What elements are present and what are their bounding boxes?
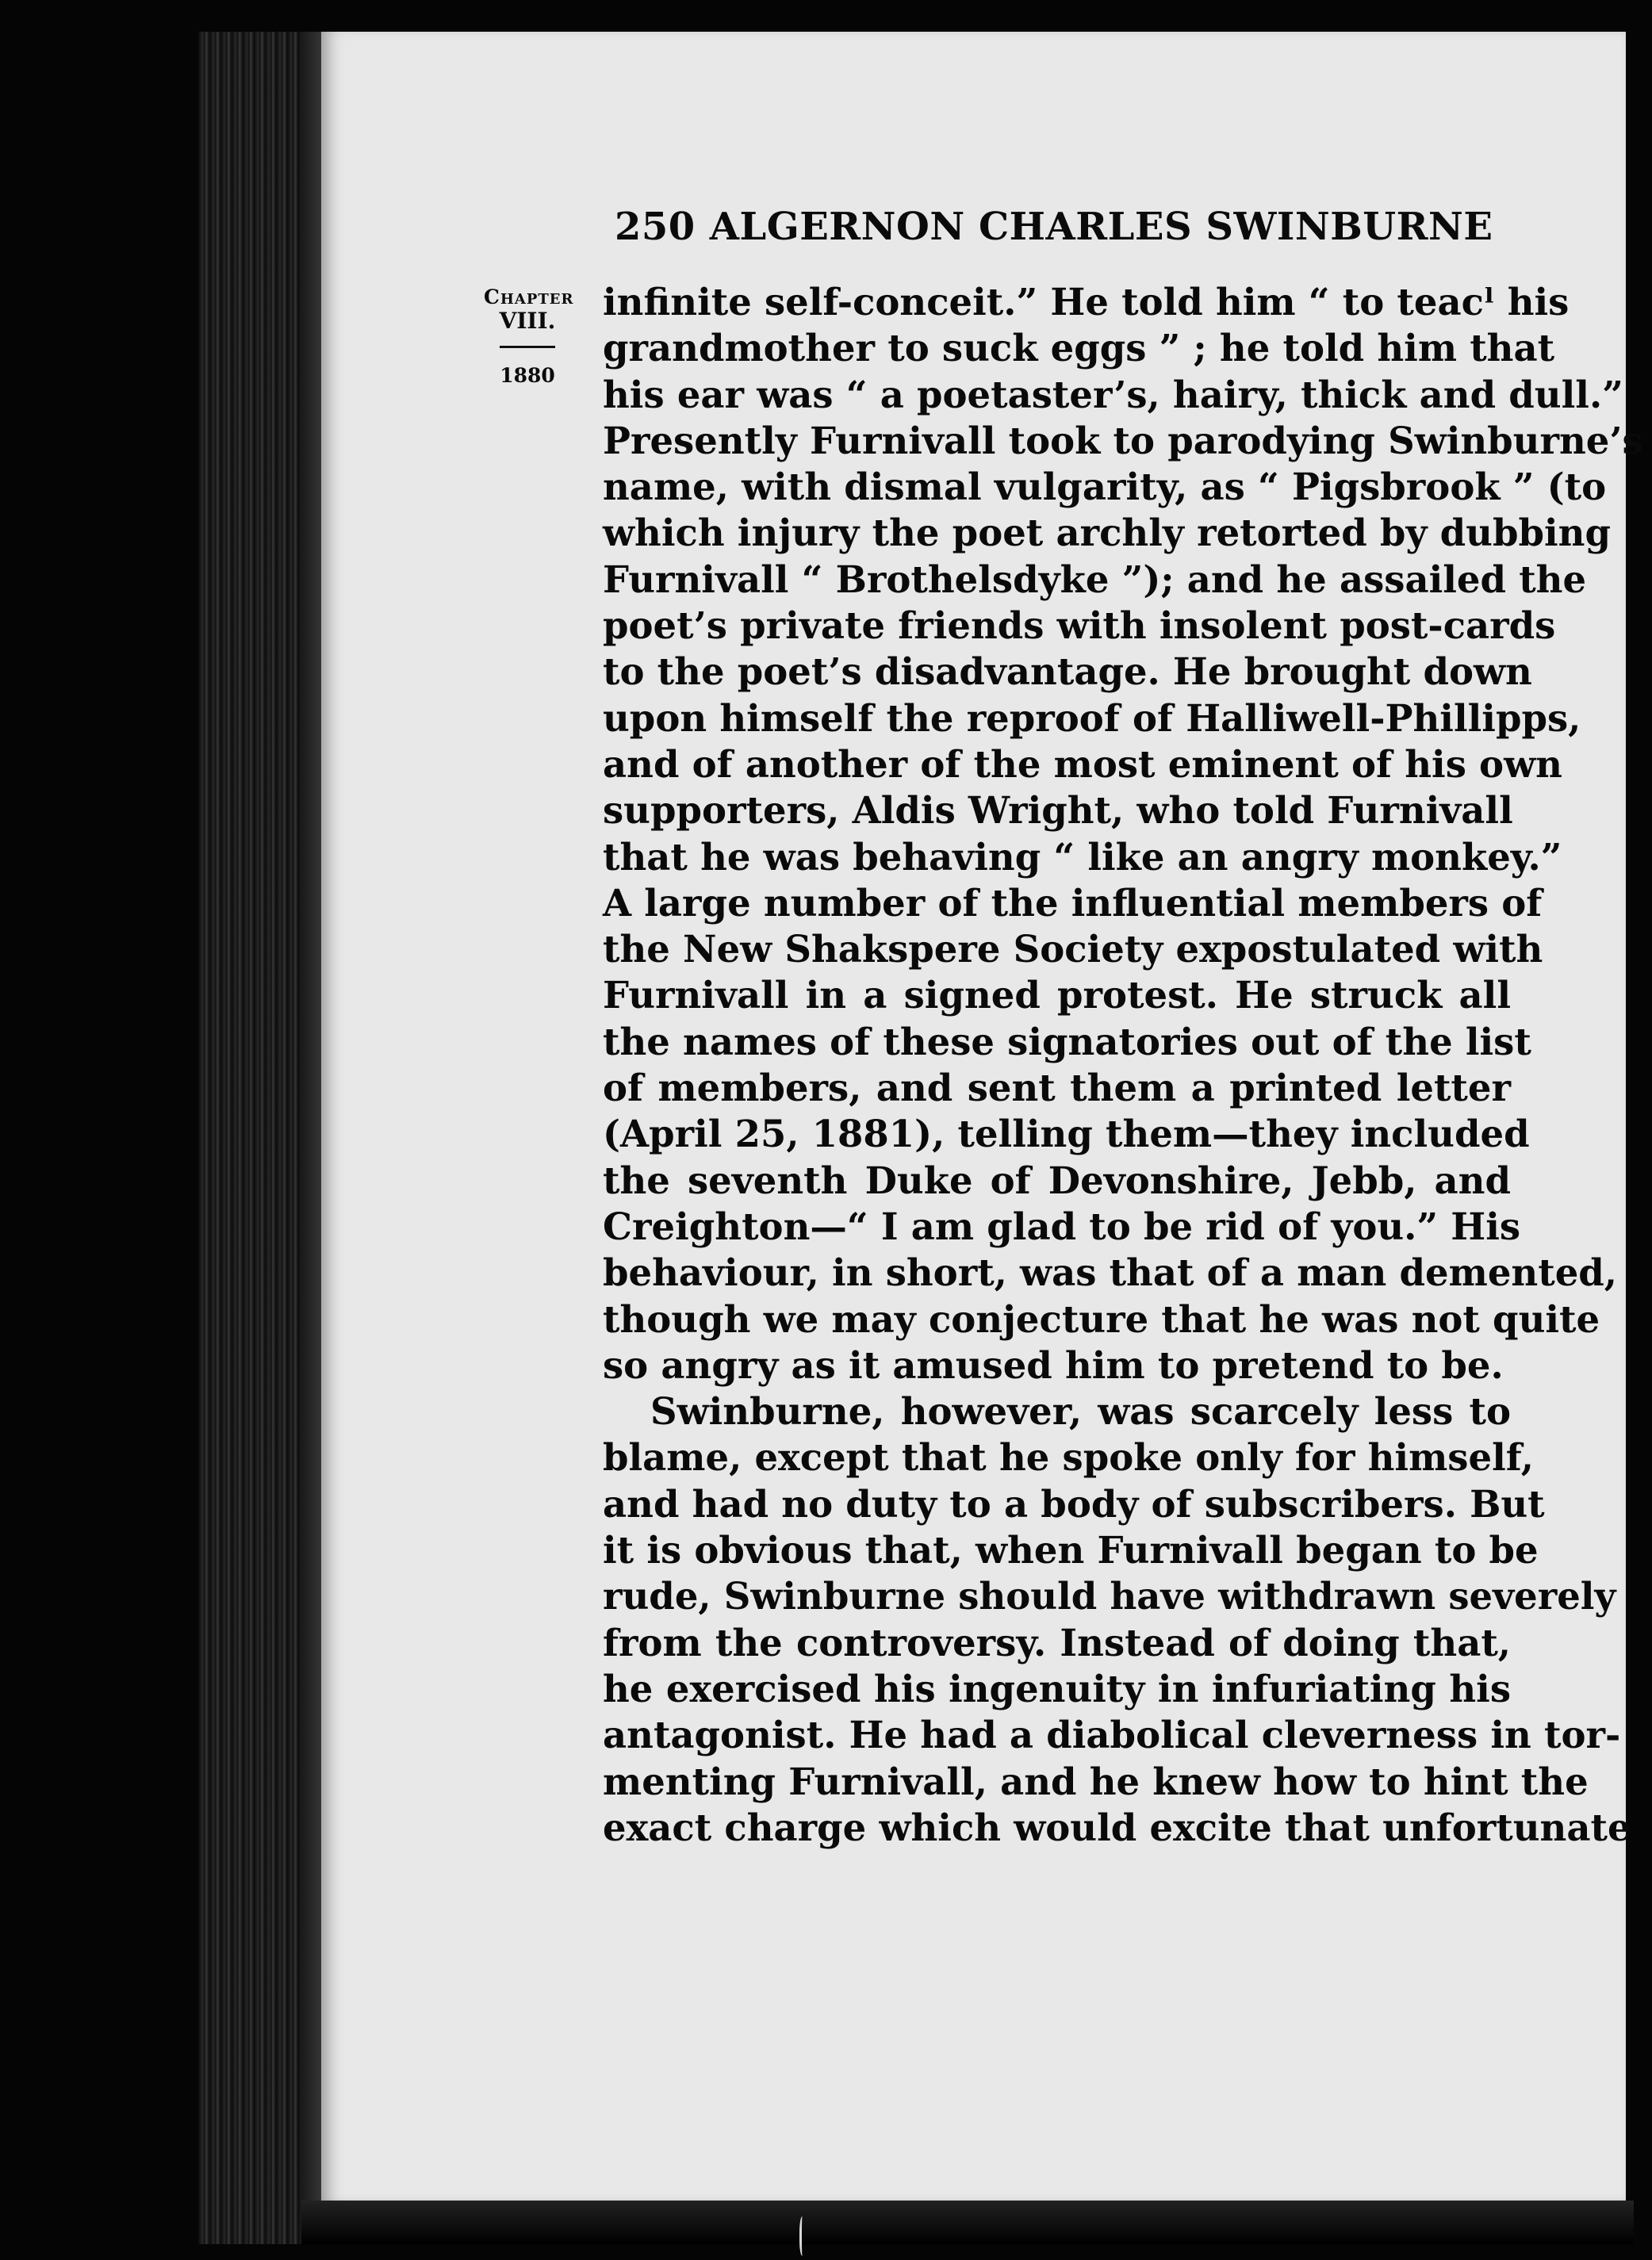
- chapter-number: VIII.: [499, 308, 556, 334]
- text-line: it is obvious that, when Furnivall began to be: [603, 1528, 1539, 1572]
- margin-year: 1880: [500, 364, 555, 387]
- text-line: Furnivall in a signed protest. He struck all: [603, 973, 1511, 1017]
- text-line: supporters, Aldis Wright, who told Furnivall: [603, 788, 1513, 833]
- text-line: the names of these signatories out of the list: [603, 1019, 1531, 1063]
- body-text: [603, 279, 1643, 1851]
- page-number: 250: [615, 205, 696, 249]
- text-line: and of another of the most eminent of his own: [603, 741, 1562, 786]
- page-fold-mark: [799, 2216, 807, 2256]
- text-line: the seventh Duke of Devonshire, Jebb, and: [603, 1158, 1511, 1202]
- text-line: his ear was “ a poetaster’s, hairy, thick and dull.”: [603, 372, 1623, 416]
- text-line: name, with dismal vulgarity, as “ Pigsbrook ” (to: [603, 465, 1607, 509]
- chapter-label: Chapter: [484, 285, 574, 308]
- text-line: which injury the poet archly retorted by dubbing: [603, 511, 1611, 555]
- text-line: Creighton—“ I am glad to be rid of you.” His: [603, 1204, 1521, 1248]
- text-line: blame, except that he spoke only for himself,: [603, 1435, 1534, 1480]
- text-line: infinite self-conceit.” He told him “ to teacˡ his: [603, 280, 1570, 324]
- text-line: of members, and sent them a printed letter: [603, 1066, 1511, 1110]
- text-line: so angry as it amused him to pretend to be.: [603, 1343, 1504, 1387]
- text-line: behaviour, in short, was that of a man demented,: [603, 1251, 1617, 1295]
- text-line: the New Shakspere Society expostulated with: [603, 927, 1543, 971]
- text-line: poet’s private friends with insolent post-cards: [603, 603, 1556, 648]
- text-line: rude, Swinburne should have withdrawn severely: [603, 1574, 1616, 1618]
- text-line: to the poet’s disadvantage. He brought down: [603, 649, 1532, 694]
- text-line: from the controversy. Instead of doing that,: [603, 1620, 1511, 1664]
- text-line: menting Furnivall, and he knew how to hint the: [603, 1759, 1589, 1803]
- text-line: he exercised his ingenuity in infuriating his: [603, 1666, 1511, 1710]
- running-title: ALGERNON CHARLES SWINBURNE: [709, 205, 1493, 249]
- text-line: upon himself the reproof of Halliwell-Phillipps,: [603, 695, 1581, 740]
- text-line: antagonist. He had a diabolical cleverness in tor-: [603, 1713, 1621, 1757]
- text-line: (April 25, 1881), telling them—they included: [603, 1112, 1530, 1156]
- text-line: Furnivall “ Brothelsdyke ”); and he assailed the: [603, 557, 1587, 601]
- text-line: that he was behaving “ like an angry monkey.”: [603, 834, 1562, 879]
- page-bottom-shadow: [301, 2201, 1634, 2244]
- chapter-margin-note: [484, 285, 574, 387]
- text-line: A large number of the influential members of: [603, 880, 1543, 925]
- running-head: [615, 205, 1493, 249]
- margin-rule: [500, 346, 555, 348]
- text-line: Swinburne, however, was scarcely less to: [650, 1389, 1511, 1434]
- text-line: grandmother to suck eggs ” ; he told him that: [603, 326, 1555, 370]
- text-line: Presently Furnivall took to parodying Swinburne’s: [603, 418, 1643, 462]
- text-line: though we may conjecture that he was not quite: [603, 1297, 1600, 1341]
- text-line: exact charge which would excite that unfortunate: [603, 1805, 1631, 1849]
- text-line: and had no duty to a body of subscribers. But: [603, 1481, 1545, 1526]
